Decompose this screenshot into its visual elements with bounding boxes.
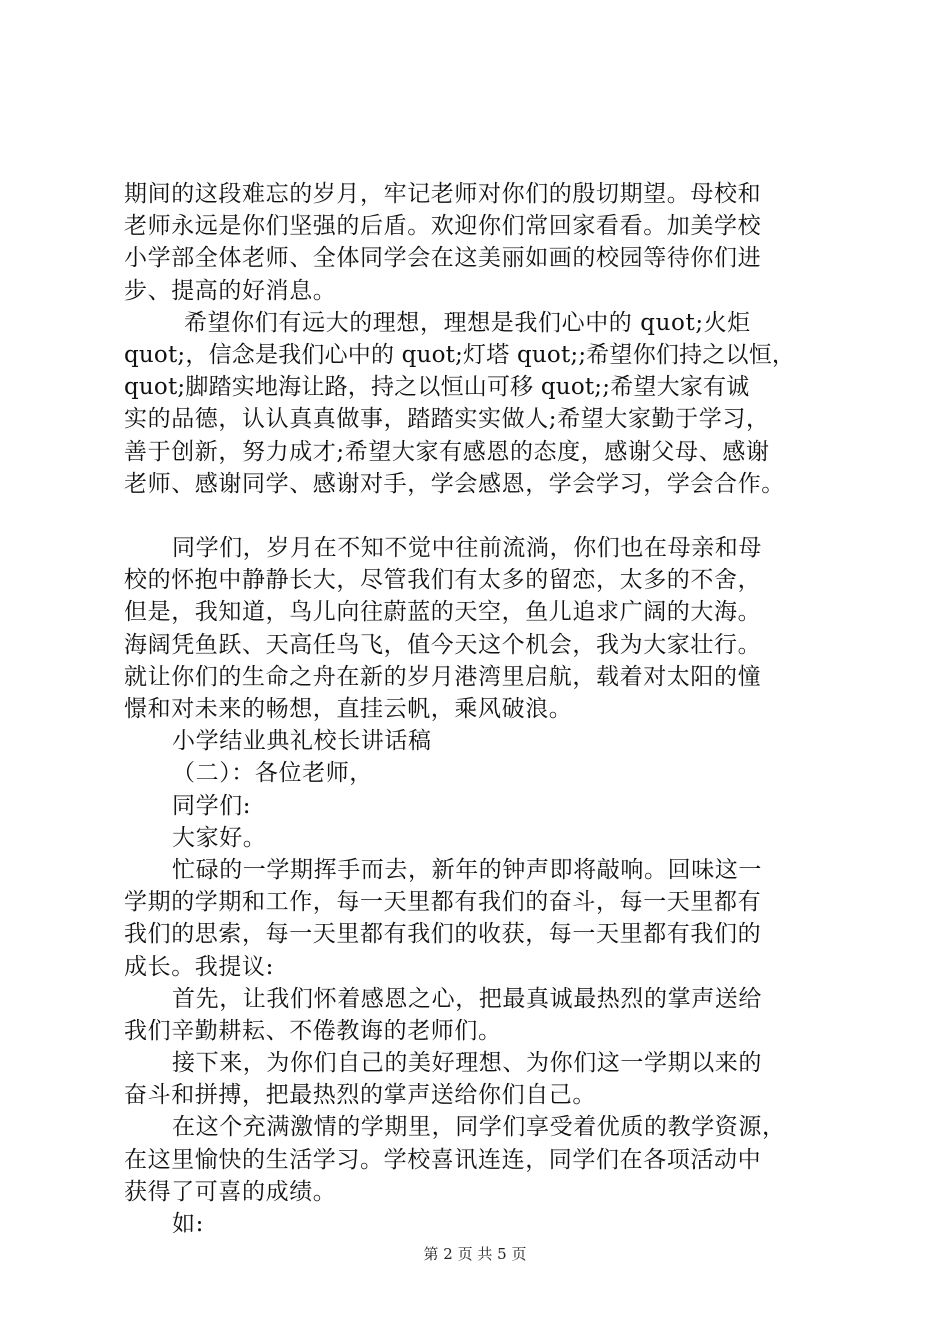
document-body [124, 178, 836, 1240]
text-line: 憬和对未来的畅想，直挂云帆，乘风破浪。 [124, 696, 573, 722]
text-line: 我们辛勤耕耘、不倦教诲的老师们。 [124, 1017, 502, 1044]
text-line: 首先，让我们怀着感恩之心，把最真诚最热烈的掌声送给 [172, 985, 762, 1012]
text-line: 期间的这段难忘的岁月，牢记老师对你们的殷切期望。母校和 [124, 181, 762, 207]
text-line: 忙碌的一学期挥手而去，新年的钟声即将敲响。回味这一 [172, 856, 762, 883]
text-line: 在这里愉快的生活学习。学校喜讯连连，同学们在各项活动中 [124, 1146, 762, 1173]
text-line: （二）：各位老师， [172, 760, 373, 787]
text-line: 小学部全体老师、全体同学会在这美丽如画的校园等待你们进 [124, 245, 762, 272]
text-line: 老师永远是你们坚强的后盾。欢迎你们常回家看看。加美学校 [124, 213, 762, 240]
page-footer [0, 1244, 950, 1264]
text-line: 同学们，岁月在不知不觉中往前流淌，你们也在母亲和母 [172, 535, 762, 562]
text-line: 希望你们有远大的理想，理想是我们心中的 quot;火炬 [184, 309, 751, 336]
text-line: 善于创新，努力成才;希望大家有感恩的态度，感谢父母、感谢 [124, 438, 770, 465]
text-line: 学期的学期和工作，每一天里都有我们的奋斗，每一天里都有 [124, 889, 762, 916]
text-line: 奋斗和拼搏，把最热烈的掌声送给你们自己。 [124, 1082, 596, 1109]
text-line: 接下来，为你们自己的美好理想、为你们这一学期以来的 [172, 1050, 762, 1077]
text-line: quot;脚踏实地海让路，持之以恒山可移 quot;;希望大家有诚 [124, 374, 750, 401]
text-line: 校的怀抱中静静长大，尽管我们有太多的留恋，太多的不舍， [124, 567, 762, 594]
text-line: 我们的思索，每一天里都有我们的收获，每一天里都有我们的 [124, 921, 762, 948]
section-title: 小学结业典礼校长讲话稿 [172, 728, 432, 755]
text-line: 就让你们的生命之舟在新的岁月港湾里启航，载着对太阳的憧 [124, 663, 762, 690]
text-line: 成长。我提议: [124, 953, 274, 980]
text-line: 同学们: [172, 792, 252, 819]
text-line: quot;，信念是我们心中的 quot;灯塔 quot;;希望你们持之以恒， [124, 341, 796, 368]
text-line: 步、提高的好消息。 [124, 277, 337, 304]
text-line: 大家好。 [172, 824, 267, 851]
text-line: 实的品德，认认真真做事，踏踏实实做人;希望大家勤于学习， [124, 406, 770, 433]
page-number: 第 2 页 共 5 页 [423, 1245, 527, 1263]
text-line: 海阔凭鱼跃、天高任鸟飞，值今天这个机会，我为大家壮行。 [124, 631, 762, 658]
text-line: 在这个充满激情的学期里，同学们享受着优质的教学资源， [172, 1114, 786, 1141]
text-line: 获得了可喜的成绩。 [124, 1178, 337, 1205]
text-line: 如: [172, 1211, 204, 1237]
text-line: 但是，我知道，鸟儿向往蔚蓝的天空，鱼儿追求广阔的大海。 [124, 599, 762, 626]
paragraph-gap [124, 500, 836, 532]
text-line: 老师、感谢同学、感谢对手，学会感恩，学会学习，学会合作。 [124, 470, 785, 497]
